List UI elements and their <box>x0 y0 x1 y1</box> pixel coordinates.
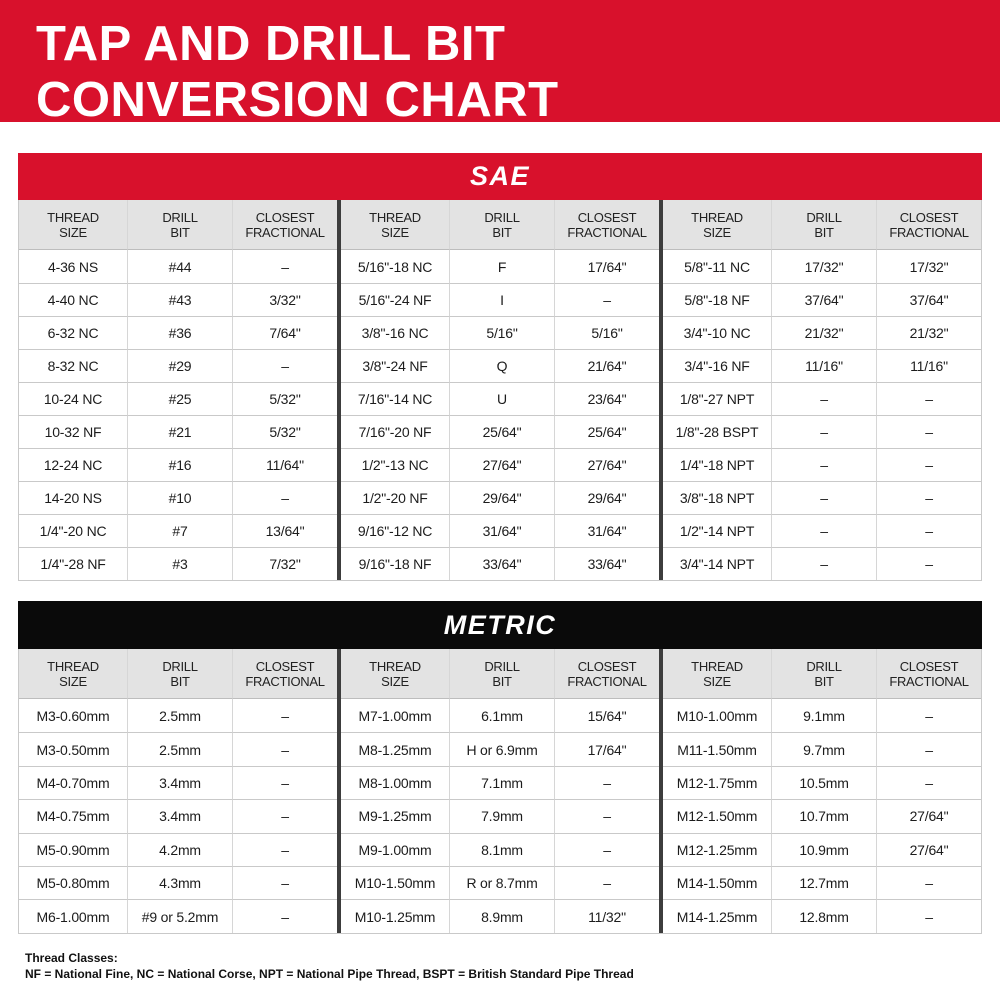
table-cell-drill-bit: U <box>449 382 554 415</box>
table-cell-drill-bit: 7.9mm <box>449 799 554 832</box>
table-cell-drill-bit: 8.1mm <box>449 833 554 866</box>
table-cell-drill-bit: 6.1mm <box>449 699 554 732</box>
table-cell-drill-bit: 10.7mm <box>771 799 876 832</box>
metric-table-groups <box>18 649 982 934</box>
table-cell-closest-fractional: – <box>876 732 981 765</box>
column-header-thread-size <box>341 200 449 250</box>
table-cell-closest-fractional: 15/64" <box>554 699 659 732</box>
column-header-closest-fractional <box>554 649 659 699</box>
header-line: SIZE <box>703 224 731 240</box>
table-cell-closest-fractional: – <box>232 732 337 765</box>
table-cell-closest-fractional: 5/32" <box>232 382 337 415</box>
table-cell-drill-bit: #16 <box>127 448 232 481</box>
sae-table-groups <box>18 200 982 581</box>
table-cell-drill-bit: #25 <box>127 382 232 415</box>
sae-section-label: SAE <box>469 161 531 191</box>
table-cell-closest-fractional: – <box>876 448 981 481</box>
table-cell-closest-fractional: 27/64" <box>554 448 659 481</box>
table-cell-thread-size: 1/2"-20 NF <box>341 481 449 514</box>
table-cell-drill-bit: 31/64" <box>449 514 554 547</box>
column-header-drill-bit <box>771 200 876 250</box>
header-line: THREAD <box>369 209 421 225</box>
table-cell-thread-size: M10-1.00mm <box>663 699 771 732</box>
table-cell-thread-size: 14-20 NS <box>19 481 127 514</box>
header-line: SIZE <box>381 673 409 689</box>
header-line: DRILL <box>806 658 842 674</box>
header-line: DRILL <box>484 209 520 225</box>
table-cell-closest-fractional: 17/64" <box>554 250 659 283</box>
header-line: DRILL <box>806 209 842 225</box>
table-cell-closest-fractional: – <box>876 481 981 514</box>
table-cell-drill-bit: 10.9mm <box>771 833 876 866</box>
table-cell-drill-bit: 9.1mm <box>771 699 876 732</box>
table-cell-thread-size: 10-32 NF <box>19 415 127 448</box>
header-line: THREAD <box>369 658 421 674</box>
header-line: CLOSEST <box>577 209 637 225</box>
table-cell-drill-bit: #7 <box>127 514 232 547</box>
column-header-closest-fractional <box>876 200 981 250</box>
table-cell-drill-bit: #44 <box>127 250 232 283</box>
column-group <box>337 649 659 933</box>
table-cell-closest-fractional: 29/64" <box>554 481 659 514</box>
table-cell-drill-bit: 4.2mm <box>127 833 232 866</box>
table-cell-thread-size: 3/8"-16 NC <box>341 316 449 349</box>
header-line: CLOSEST <box>899 658 959 674</box>
table-cell-thread-size: M8-1.25mm <box>341 732 449 765</box>
table-cell-drill-bit: #43 <box>127 283 232 316</box>
table-cell-thread-size: 4-40 NC <box>19 283 127 316</box>
header-line: BIT <box>170 224 190 240</box>
table-cell-drill-bit: 33/64" <box>449 547 554 580</box>
table-cell-drill-bit: 3.4mm <box>127 799 232 832</box>
metric-section-label: METRIC <box>443 609 557 640</box>
header-line: THREAD <box>47 209 99 225</box>
table-cell-drill-bit: #3 <box>127 547 232 580</box>
column-header-closest-fractional <box>232 200 337 250</box>
column-group <box>337 200 659 580</box>
table-cell-closest-fractional: – <box>554 799 659 832</box>
table-cell-thread-size: M8-1.00mm <box>341 766 449 799</box>
table-cell-closest-fractional: – <box>554 833 659 866</box>
table-cell-drill-bit: 4.3mm <box>127 866 232 899</box>
table-cell-drill-bit: 2.5mm <box>127 699 232 732</box>
table-cell-thread-size: 6-32 NC <box>19 316 127 349</box>
table-cell-drill-bit: – <box>771 481 876 514</box>
table-cell-drill-bit: 37/64" <box>771 283 876 316</box>
table-cell-closest-fractional: 7/32" <box>232 547 337 580</box>
table-cell-drill-bit: 17/32" <box>771 250 876 283</box>
table-cell-closest-fractional: – <box>232 250 337 283</box>
table-cell-drill-bit: 7.1mm <box>449 766 554 799</box>
table-cell-drill-bit: 11/16" <box>771 349 876 382</box>
table-cell-thread-size: 12-24 NC <box>19 448 127 481</box>
page-title-line1: TAP AND DRILL BIT <box>36 17 506 71</box>
table-cell-drill-bit: #36 <box>127 316 232 349</box>
table-cell-thread-size: M3-0.60mm <box>19 699 127 732</box>
table-cell-thread-size: 10-24 NC <box>19 382 127 415</box>
header-line: SIZE <box>703 673 731 689</box>
table-cell-closest-fractional: – <box>554 766 659 799</box>
table-cell-drill-bit: 12.8mm <box>771 899 876 932</box>
table-cell-thread-size: M9-1.00mm <box>341 833 449 866</box>
table-cell-closest-fractional: – <box>876 514 981 547</box>
table-cell-closest-fractional: 11/16" <box>876 349 981 382</box>
table-cell-drill-bit: 3.4mm <box>127 766 232 799</box>
table-cell-thread-size: 5/16"-18 NC <box>341 250 449 283</box>
table-cell-drill-bit: 27/64" <box>449 448 554 481</box>
table-cell-thread-size: 3/4"-14 NPT <box>663 547 771 580</box>
table-cell-drill-bit: – <box>771 448 876 481</box>
table-cell-closest-fractional: – <box>876 415 981 448</box>
table-cell-thread-size: 7/16"-14 NC <box>341 382 449 415</box>
column-header-thread-size <box>19 200 127 250</box>
table-cell-thread-size: 1/8"-28 BSPT <box>663 415 771 448</box>
header-line: FRACTIONAL <box>567 673 647 689</box>
table-cell-closest-fractional: 3/32" <box>232 283 337 316</box>
table-cell-closest-fractional: – <box>876 866 981 899</box>
table-cell-closest-fractional: 21/64" <box>554 349 659 382</box>
table-cell-thread-size: 9/16"-18 NF <box>341 547 449 580</box>
table-cell-closest-fractional: 11/64" <box>232 448 337 481</box>
table-cell-thread-size: 7/16"-20 NF <box>341 415 449 448</box>
table-cell-drill-bit: 12.7mm <box>771 866 876 899</box>
header-line: CLOSEST <box>899 209 959 225</box>
column-header-closest-fractional <box>232 649 337 699</box>
table-cell-thread-size: M11-1.50mm <box>663 732 771 765</box>
table-cell-thread-size: M12-1.25mm <box>663 833 771 866</box>
thread-classes-note <box>25 950 1000 982</box>
table-cell-thread-size: M10-1.50mm <box>341 866 449 899</box>
table-cell-closest-fractional: – <box>554 283 659 316</box>
table-cell-closest-fractional: – <box>232 699 337 732</box>
header-line: BIT <box>492 673 512 689</box>
table-cell-thread-size: 1/4"-18 NPT <box>663 448 771 481</box>
sae-section-header <box>18 153 982 200</box>
column-group <box>19 200 337 580</box>
table-cell-closest-fractional: – <box>554 866 659 899</box>
table-cell-drill-bit: 29/64" <box>449 481 554 514</box>
column-header-thread-size <box>663 200 771 250</box>
table-cell-thread-size: M5-0.80mm <box>19 866 127 899</box>
table-cell-thread-size: 5/8"-18 NF <box>663 283 771 316</box>
header-line: SIZE <box>59 224 87 240</box>
table-cell-closest-fractional: 11/32" <box>554 899 659 932</box>
table-cell-thread-size: 1/4"-20 NC <box>19 514 127 547</box>
table-cell-thread-size: 5/8"-11 NC <box>663 250 771 283</box>
table-cell-closest-fractional: 5/16" <box>554 316 659 349</box>
column-header-thread-size <box>663 649 771 699</box>
table-cell-closest-fractional: 13/64" <box>232 514 337 547</box>
column-header-thread-size <box>341 649 449 699</box>
table-cell-thread-size: M7-1.00mm <box>341 699 449 732</box>
table-cell-closest-fractional: 31/64" <box>554 514 659 547</box>
table-cell-thread-size: M3-0.50mm <box>19 732 127 765</box>
column-header-drill-bit <box>127 200 232 250</box>
column-header-drill-bit <box>449 200 554 250</box>
table-cell-thread-size: M9-1.25mm <box>341 799 449 832</box>
table-cell-drill-bit: 25/64" <box>449 415 554 448</box>
header-line: DRILL <box>162 209 198 225</box>
table-cell-thread-size: M12-1.50mm <box>663 799 771 832</box>
header-line: FRACTIONAL <box>567 224 647 240</box>
column-group <box>659 649 981 933</box>
table-cell-thread-size: 8-32 NC <box>19 349 127 382</box>
table-cell-drill-bit: H or 6.9mm <box>449 732 554 765</box>
column-header-closest-fractional <box>554 200 659 250</box>
header-line: BIT <box>814 673 834 689</box>
table-cell-closest-fractional: 23/64" <box>554 382 659 415</box>
header-line: BIT <box>814 224 834 240</box>
table-cell-closest-fractional: 17/32" <box>876 250 981 283</box>
table-cell-drill-bit: 2.5mm <box>127 732 232 765</box>
metric-section-header <box>18 601 982 649</box>
table-cell-thread-size: 3/8"-24 NF <box>341 349 449 382</box>
table-cell-closest-fractional: 21/32" <box>876 316 981 349</box>
header-line: THREAD <box>47 658 99 674</box>
column-header-thread-size <box>19 649 127 699</box>
table-cell-closest-fractional: – <box>232 899 337 932</box>
table-cell-closest-fractional: 27/64" <box>876 799 981 832</box>
header-line: DRILL <box>162 658 198 674</box>
table-cell-thread-size: 5/16"-24 NF <box>341 283 449 316</box>
header-line: BIT <box>492 224 512 240</box>
metric-table <box>18 601 982 934</box>
table-cell-closest-fractional: – <box>876 766 981 799</box>
table-cell-closest-fractional: – <box>232 766 337 799</box>
table-cell-drill-bit: R or 8.7mm <box>449 866 554 899</box>
header-line: CLOSEST <box>255 658 315 674</box>
table-cell-closest-fractional: 5/32" <box>232 415 337 448</box>
table-cell-closest-fractional: – <box>876 547 981 580</box>
table-cell-closest-fractional: – <box>232 349 337 382</box>
header-line: BIT <box>170 673 190 689</box>
thread-classes-definitions: NF = National Fine, NC = National Corse, NPT = National Pipe Thread, BSPT = British Standard Pipe Thread <box>25 966 634 981</box>
table-cell-thread-size: M5-0.90mm <box>19 833 127 866</box>
header-line: FRACTIONAL <box>889 224 969 240</box>
table-cell-closest-fractional: – <box>876 382 981 415</box>
table-cell-closest-fractional: 37/64" <box>876 283 981 316</box>
table-cell-closest-fractional: 27/64" <box>876 833 981 866</box>
table-cell-thread-size: 3/4"-16 NF <box>663 349 771 382</box>
table-cell-closest-fractional: 17/64" <box>554 732 659 765</box>
table-cell-drill-bit: 9.7mm <box>771 732 876 765</box>
page-title-line2: CONVERSION CHART <box>36 73 559 127</box>
table-cell-drill-bit: 8.9mm <box>449 899 554 932</box>
table-cell-thread-size: 3/8"-18 NPT <box>663 481 771 514</box>
table-cell-thread-size: M14-1.25mm <box>663 899 771 932</box>
table-cell-closest-fractional: – <box>232 799 337 832</box>
table-cell-thread-size: M6-1.00mm <box>19 899 127 932</box>
table-cell-drill-bit: #9 or 5.2mm <box>127 899 232 932</box>
sae-table <box>18 153 982 581</box>
header-line: CLOSEST <box>577 658 637 674</box>
table-cell-drill-bit: #29 <box>127 349 232 382</box>
table-cell-thread-size: 4-36 NS <box>19 250 127 283</box>
table-cell-closest-fractional: 33/64" <box>554 547 659 580</box>
table-cell-thread-size: 1/2"-14 NPT <box>663 514 771 547</box>
table-cell-drill-bit: Q <box>449 349 554 382</box>
table-cell-drill-bit: F <box>449 250 554 283</box>
column-header-drill-bit <box>127 649 232 699</box>
table-cell-thread-size: M10-1.25mm <box>341 899 449 932</box>
table-cell-thread-size: 9/16"-12 NC <box>341 514 449 547</box>
table-cell-thread-size: M12-1.75mm <box>663 766 771 799</box>
header-line: DRILL <box>484 658 520 674</box>
page-title <box>36 16 1000 128</box>
column-header-closest-fractional <box>876 649 981 699</box>
column-group <box>659 200 981 580</box>
table-cell-thread-size: 3/4"-10 NC <box>663 316 771 349</box>
table-cell-drill-bit: I <box>449 283 554 316</box>
header-line: CLOSEST <box>255 209 315 225</box>
table-cell-thread-size: 1/8"-27 NPT <box>663 382 771 415</box>
table-cell-drill-bit: – <box>771 514 876 547</box>
column-header-drill-bit <box>771 649 876 699</box>
table-cell-closest-fractional: – <box>876 899 981 932</box>
table-cell-thread-size: M14-1.50mm <box>663 866 771 899</box>
header-line: THREAD <box>691 658 743 674</box>
title-banner <box>0 0 1000 127</box>
table-cell-drill-bit: 5/16" <box>449 316 554 349</box>
table-cell-drill-bit: – <box>771 547 876 580</box>
table-cell-drill-bit: #10 <box>127 481 232 514</box>
column-group <box>19 649 337 933</box>
table-cell-drill-bit: – <box>771 415 876 448</box>
table-cell-closest-fractional: – <box>232 866 337 899</box>
table-cell-closest-fractional: 25/64" <box>554 415 659 448</box>
table-cell-thread-size: M4-0.75mm <box>19 799 127 832</box>
table-cell-drill-bit: – <box>771 382 876 415</box>
table-cell-closest-fractional: – <box>232 833 337 866</box>
table-cell-closest-fractional: – <box>876 699 981 732</box>
table-cell-thread-size: M4-0.70mm <box>19 766 127 799</box>
table-cell-closest-fractional: 7/64" <box>232 316 337 349</box>
header-line: SIZE <box>381 224 409 240</box>
thread-classes-title: Thread Classes: <box>25 950 118 965</box>
table-cell-thread-size: 1/4"-28 NF <box>19 547 127 580</box>
header-line: FRACTIONAL <box>245 224 325 240</box>
table-cell-closest-fractional: – <box>232 481 337 514</box>
table-cell-drill-bit: #21 <box>127 415 232 448</box>
header-line: SIZE <box>59 673 87 689</box>
header-line: FRACTIONAL <box>889 673 969 689</box>
column-header-drill-bit <box>449 649 554 699</box>
table-cell-drill-bit: 10.5mm <box>771 766 876 799</box>
table-cell-thread-size: 1/2"-13 NC <box>341 448 449 481</box>
header-line: FRACTIONAL <box>245 673 325 689</box>
table-cell-drill-bit: 21/32" <box>771 316 876 349</box>
header-line: THREAD <box>691 209 743 225</box>
